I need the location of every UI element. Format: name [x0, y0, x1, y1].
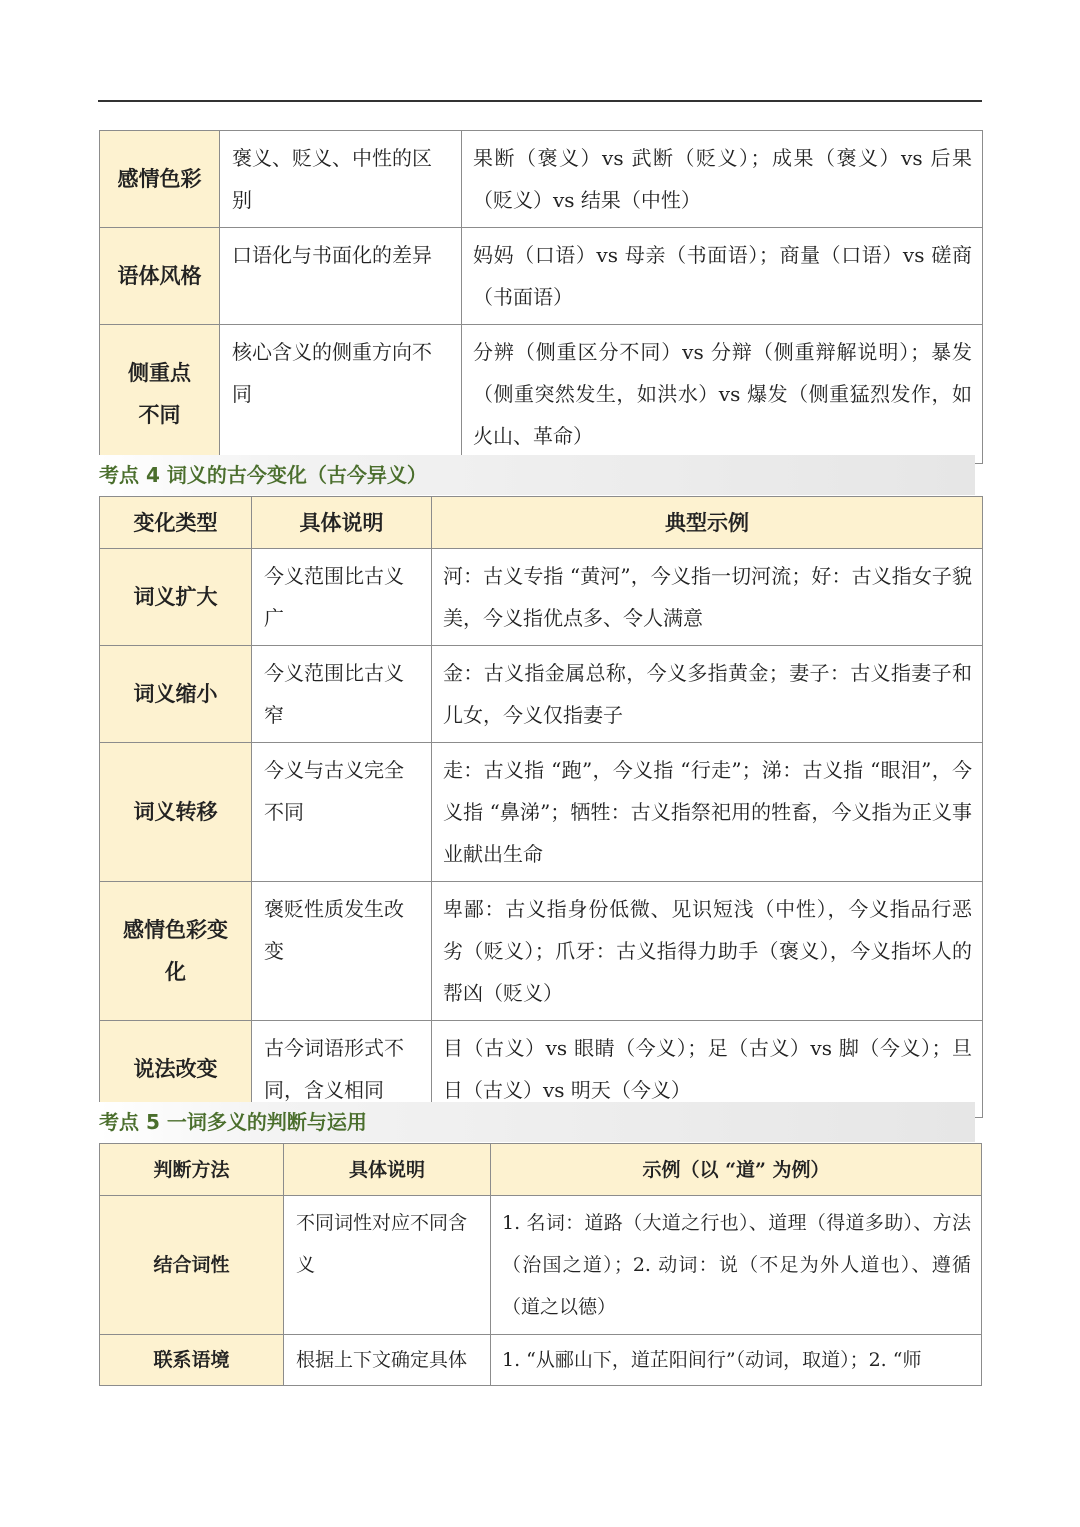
- row-example: 果断（褒义）vs 武断（贬义）；成果（褒义）vs 后果（贬义）vs 结果（中性）: [462, 131, 983, 228]
- row-example: 走：古义指 “跑”，今义指 “行走”；涕：古义指 “眼泪”，今义指 “鼻涕”；牺牲：古义指祭祀用的牲畜，今义指为正义事业献出生命: [432, 743, 983, 882]
- table-polysemy: [99, 1143, 982, 1386]
- header-rule: [98, 100, 982, 102]
- row-example: 河：古义专指 “黄河”，今义指一切河流；好：古义指女子貌美，今义指优点多、令人满意: [432, 549, 983, 646]
- row-desc: 口语化与书面化的差异: [220, 228, 462, 325]
- row-desc: 今义与古义完全不同: [252, 743, 432, 882]
- table-header-row: [100, 497, 983, 549]
- table-row: [100, 743, 983, 882]
- row-label: 感情色彩变化: [100, 882, 252, 1021]
- column-header: 典型示例: [432, 497, 983, 549]
- row-example: 金：古义指金属总称，今义多指黄金；妻子：古义指妻子和儿女，今义仅指妻子: [432, 646, 983, 743]
- row-desc: 古今词语形式不同，含义相同: [252, 1021, 432, 1118]
- table-row: [100, 131, 983, 228]
- table-row: [100, 228, 983, 325]
- row-label: 侧重点不同: [100, 325, 220, 464]
- row-desc: 今义范围比古义广: [252, 549, 432, 646]
- row-example: 卑鄙：古义指身份低微、见识短浅（中性），今义指品行恶劣（贬义）；爪牙：古义指得力助手（褒义），今义指坏人的帮凶（贬义）: [432, 882, 983, 1021]
- row-desc: 根据上下文确定具体: [284, 1335, 491, 1386]
- row-desc: 核心含义的侧重方向不同: [220, 325, 462, 464]
- table-word-differences: [99, 130, 983, 464]
- table-row: [100, 882, 983, 1021]
- table-header-row: [100, 1144, 982, 1196]
- section-heading-5: 考点 5 一词多义的判断与运用: [99, 1102, 975, 1142]
- column-header: 示例（以 “道” 为例）: [491, 1144, 982, 1196]
- table-row: [100, 325, 983, 464]
- row-label: 词义转移: [100, 743, 252, 882]
- row-label: 说法改变: [100, 1021, 252, 1118]
- row-desc: 今义范围比古义窄: [252, 646, 432, 743]
- row-label: 联系语境: [100, 1335, 284, 1386]
- row-desc: 褒义、贬义、中性的区别: [220, 131, 462, 228]
- table-row: [100, 646, 983, 743]
- row-desc: 不同词性对应不同含义: [284, 1196, 491, 1335]
- table-row: [100, 549, 983, 646]
- row-example: 分辨（侧重区分不同）vs 分辩（侧重辩解说明）；暴发（侧重突然发生，如洪水）vs 爆发（侧重猛烈发作，如火山、革命）: [462, 325, 983, 464]
- row-example: 1. 名词：道路（大道之行也）、道理（得道多助）、方法（治国之道）；2. 动词：说（不足为外人道也）、遵循（道之以德）: [491, 1196, 982, 1335]
- row-label: 结合词性: [100, 1196, 284, 1335]
- table-row: [100, 1196, 982, 1335]
- row-label: 词义缩小: [100, 646, 252, 743]
- row-label: 感情色彩: [100, 131, 220, 228]
- row-label: 词义扩大: [100, 549, 252, 646]
- row-example: 1. “从郦山下，道芷阳间行”（动词，取道）；2. “师: [491, 1335, 982, 1386]
- table-row: [100, 1335, 982, 1386]
- column-header: 具体说明: [252, 497, 432, 549]
- table-ancient-modern-meaning: [99, 496, 983, 1118]
- row-label: 语体风格: [100, 228, 220, 325]
- row-desc: 褒贬性质发生改变: [252, 882, 432, 1021]
- column-header: 变化类型: [100, 497, 252, 549]
- row-example: 目（古义）vs 眼睛（今义）；足（古义）vs 脚（今义）；旦日（古义）vs 明天（今义）: [432, 1021, 983, 1118]
- section-heading-4: 考点 4 词义的古今变化（古今异义）: [99, 455, 975, 495]
- column-header: 判断方法: [100, 1144, 284, 1196]
- column-header: 具体说明: [284, 1144, 491, 1196]
- row-example: 妈妈（口语）vs 母亲（书面语）；商量（口语）vs 磋商（书面语）: [462, 228, 983, 325]
